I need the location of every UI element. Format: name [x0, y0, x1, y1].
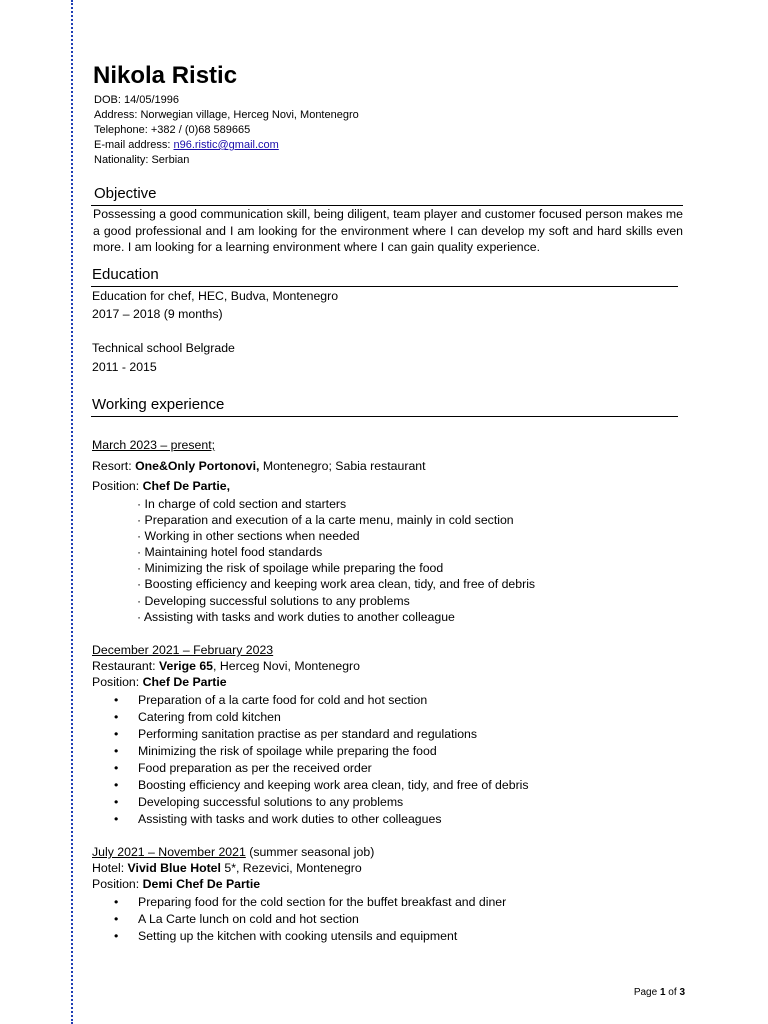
page-number: Page 1 of 3: [633, 987, 685, 998]
dob: DOB: 14/05/1996: [94, 94, 180, 106]
email-link[interactable]: n96.ristic@gmail.com: [173, 139, 279, 151]
job-1-duties: [137, 496, 535, 625]
list-item: · Preparation and execution of a la carte menu, mainly in cold section: [137, 513, 514, 528]
education-title-2: Technical school Belgrade: [92, 341, 235, 355]
job-3-position-label: Position:: [92, 877, 143, 891]
list-item: • Performing sanitation practise as per standard and regulations: [114, 727, 478, 741]
list-item: • Setting up the kitchen with cooking utensils and equipment: [114, 929, 458, 943]
education-rule: [91, 286, 678, 287]
list-item: · Working in other sections when needed: [137, 529, 360, 544]
job-3-place-name: Vivid Blue Hotel: [127, 861, 221, 875]
job-1-place-label: Resort:: [92, 459, 136, 473]
job-2-duties: [94, 692, 529, 828]
list-item: • Catering from cold kitchen: [114, 710, 281, 724]
list-item: • Preparing food for the cold section for the buffet breakfast and diner: [114, 895, 507, 909]
list-item: • Preparation of a la carte food for cold and hot section: [114, 693, 428, 707]
email-label: E-mail address:: [94, 139, 174, 151]
candidate-name: Nikola Ristic: [93, 62, 238, 89]
job-2-position: [92, 675, 227, 689]
list-item: • Boosting efficiency and keeping work area clean, tidy, and free of debris: [114, 778, 529, 792]
job-2-place-label: Restaurant:: [92, 659, 159, 673]
list-item: • Minimizing the risk of spoilage while preparing the food: [114, 744, 437, 758]
job-1-dates: March 2023 – present;: [92, 438, 216, 452]
list-item: • Developing successful solutions to any problems: [114, 795, 404, 809]
job-2-dates: December 2021 – February 2023: [92, 643, 274, 657]
education-dates-2: 2011 - 2015: [92, 360, 157, 374]
address: Address: Norwegian village, Herceg Novi, Montenegro: [94, 109, 359, 121]
list-item: • Assisting with tasks and work duties to other colleagues: [114, 812, 442, 826]
job-3-place-rest: 5*, Rezevici, Montenegro: [220, 861, 362, 875]
job-3-dates-note: (summer seasonal job): [245, 845, 375, 859]
job-1-position-label: Position:: [92, 479, 143, 493]
list-item: • A La Carte lunch on cold and hot section: [114, 912, 359, 926]
list-item: • Food preparation as per the received order: [114, 761, 372, 775]
objective-heading: Objective: [94, 185, 157, 202]
experience-heading: Working experience: [92, 396, 225, 413]
job-3-position-title: Demi Chef De Partie: [142, 877, 261, 891]
page-left-border: [71, 0, 73, 1024]
experience-rule: [91, 416, 678, 417]
list-item: · Boosting efficiency and keeping work area clean, tidy, and free of debris: [137, 577, 536, 592]
email-line: [94, 138, 279, 153]
job-1-position: [92, 479, 230, 493]
objective-text: Possessing a good communication skill, being diligent, team player and customer focused person makes me a good professional and I am looking for the environment where I can develop my soft and hard skills even more. I am looking for a learning environment where I can gain quality experience.: [93, 207, 683, 254]
job-1-place-name: One&Only Portonovi,: [135, 459, 260, 473]
list-item: · Maintaining hotel food standards: [137, 545, 323, 560]
list-item: · In charge of cold section and starters: [137, 497, 347, 511]
job-2-position-label: Position:: [92, 675, 143, 689]
education-dates-1: 2017 – 2018 (9 months): [92, 307, 223, 321]
job-3-dates: July 2021 – November 2021: [92, 845, 246, 859]
job-3-dates-line: [92, 845, 374, 859]
telephone: Telephone: +382 / (0)68 589665: [94, 124, 251, 136]
job-2-place: [92, 659, 360, 673]
job-2-position-title: Chef De Partie: [142, 675, 227, 689]
job-1-place: [92, 459, 426, 473]
job-3-place: [92, 861, 362, 875]
job-3-position: [92, 877, 260, 891]
job-2-place-name: Verige 65: [159, 659, 214, 673]
list-item: · Developing successful solutions to any problems: [137, 593, 410, 608]
nationality: Nationality: Serbian: [94, 154, 190, 166]
list-item: · Assisting with tasks and work duties to another colleague: [137, 609, 455, 624]
list-item: · Minimizing the risk of spoilage while preparing the food: [137, 561, 444, 576]
education-title-1: Education for chef, HEC, Budva, Montenegro: [92, 289, 339, 303]
job-1-place-rest: Montenegro; Sabia restaurant: [259, 459, 426, 473]
job-3-place-label: Hotel:: [92, 861, 128, 875]
job-2-place-rest: , Herceg Novi, Montenegro: [213, 659, 360, 673]
job-3-duties: [94, 894, 506, 945]
education-heading: Education: [92, 266, 159, 283]
job-1-position-title: Chef De Partie,: [142, 479, 231, 493]
